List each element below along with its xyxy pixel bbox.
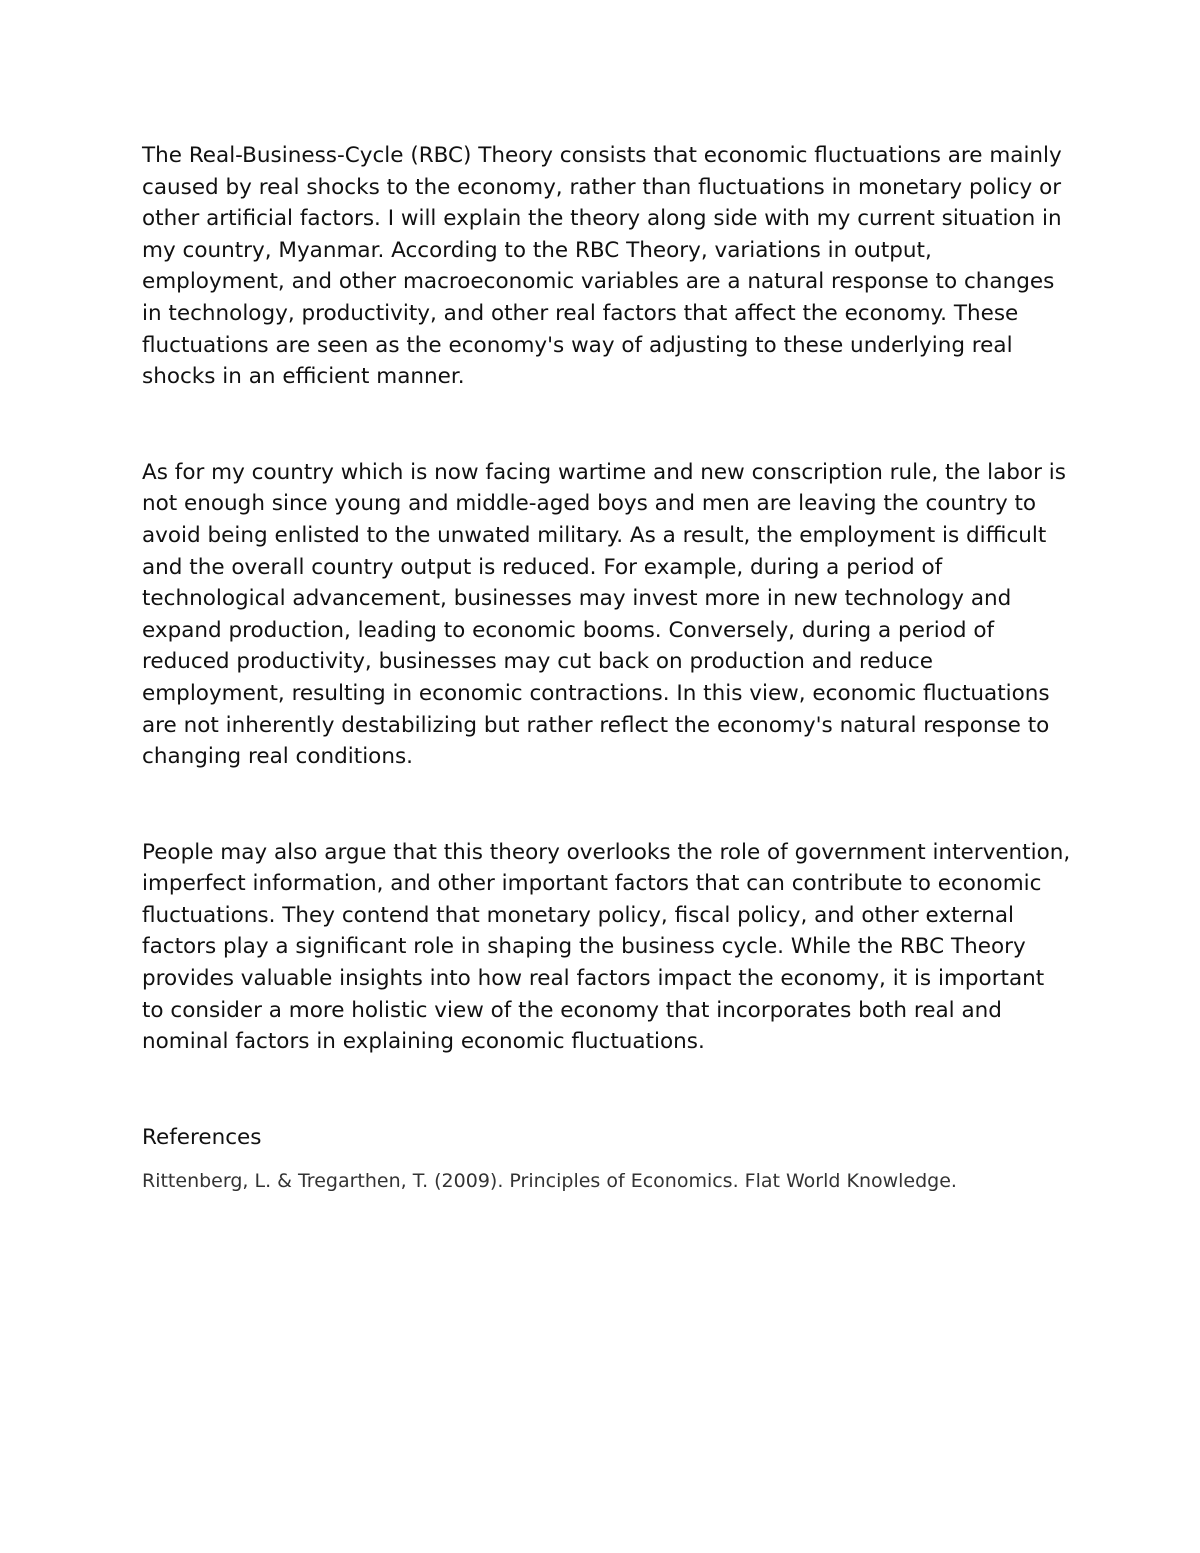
references-heading: References — [142, 1124, 262, 1150]
document-body — [142, 140, 1072, 1193]
reference-entry-1: Rittenberg, L. & Tregarthen, T. (2009). Principles of Economics. Flat World Knowledge. — [142, 1170, 957, 1193]
body-paragraph-1: The Real-Business-Cycle (RBC) Theory consists that economic fluctuations are mainly caused by real shocks to the economy, rather than fluctuations in monetary policy or other artificial factors. I will explain the theory along side with my current situation in my country, Myanmar. According to the RBC Theory, variations in output, employment, and other macroeconomic variables are a natural response to changes in technology, productivity, and other real factors that affect the economy. These fluctuations are seen as the economy's way of adjusting to these underlying real shocks in an efficient manner. — [142, 143, 1062, 390]
body-paragraph-3: People may also argue that this theory overlooks the role of government intervention, imperfect information, and other important factors that can contribute to economic fluctuations. They contend that monetary policy, fiscal policy, and other external factors play a significant role in shaping the business cycle. While the RBC Theory provides valuable insights into how real factors impact the economy, it is important to consider a more holistic view of the economy that incorporates both real and nominal factors in explaining economic fluctuations. — [142, 839, 1071, 1055]
body-paragraph-2: As for my country which is now facing wartime and new conscription rule, the labor is not enough since young and middle-aged boys and men are leaving the country to avoid being enlisted to the unwated military. As a result, the employment is difficult and the overall country output is reduced. For example, during a period of technological advancement, businesses may invest more in new technology and expand production, leading to economic booms. Conversely, during a period of reduced productivity, businesses may cut back on production and reduce employment, resulting in economic contractions. In this view, economic fluctuations are not inherently destabilizing but rather reflect the economy's natural response to changing real conditions. — [142, 459, 1066, 770]
